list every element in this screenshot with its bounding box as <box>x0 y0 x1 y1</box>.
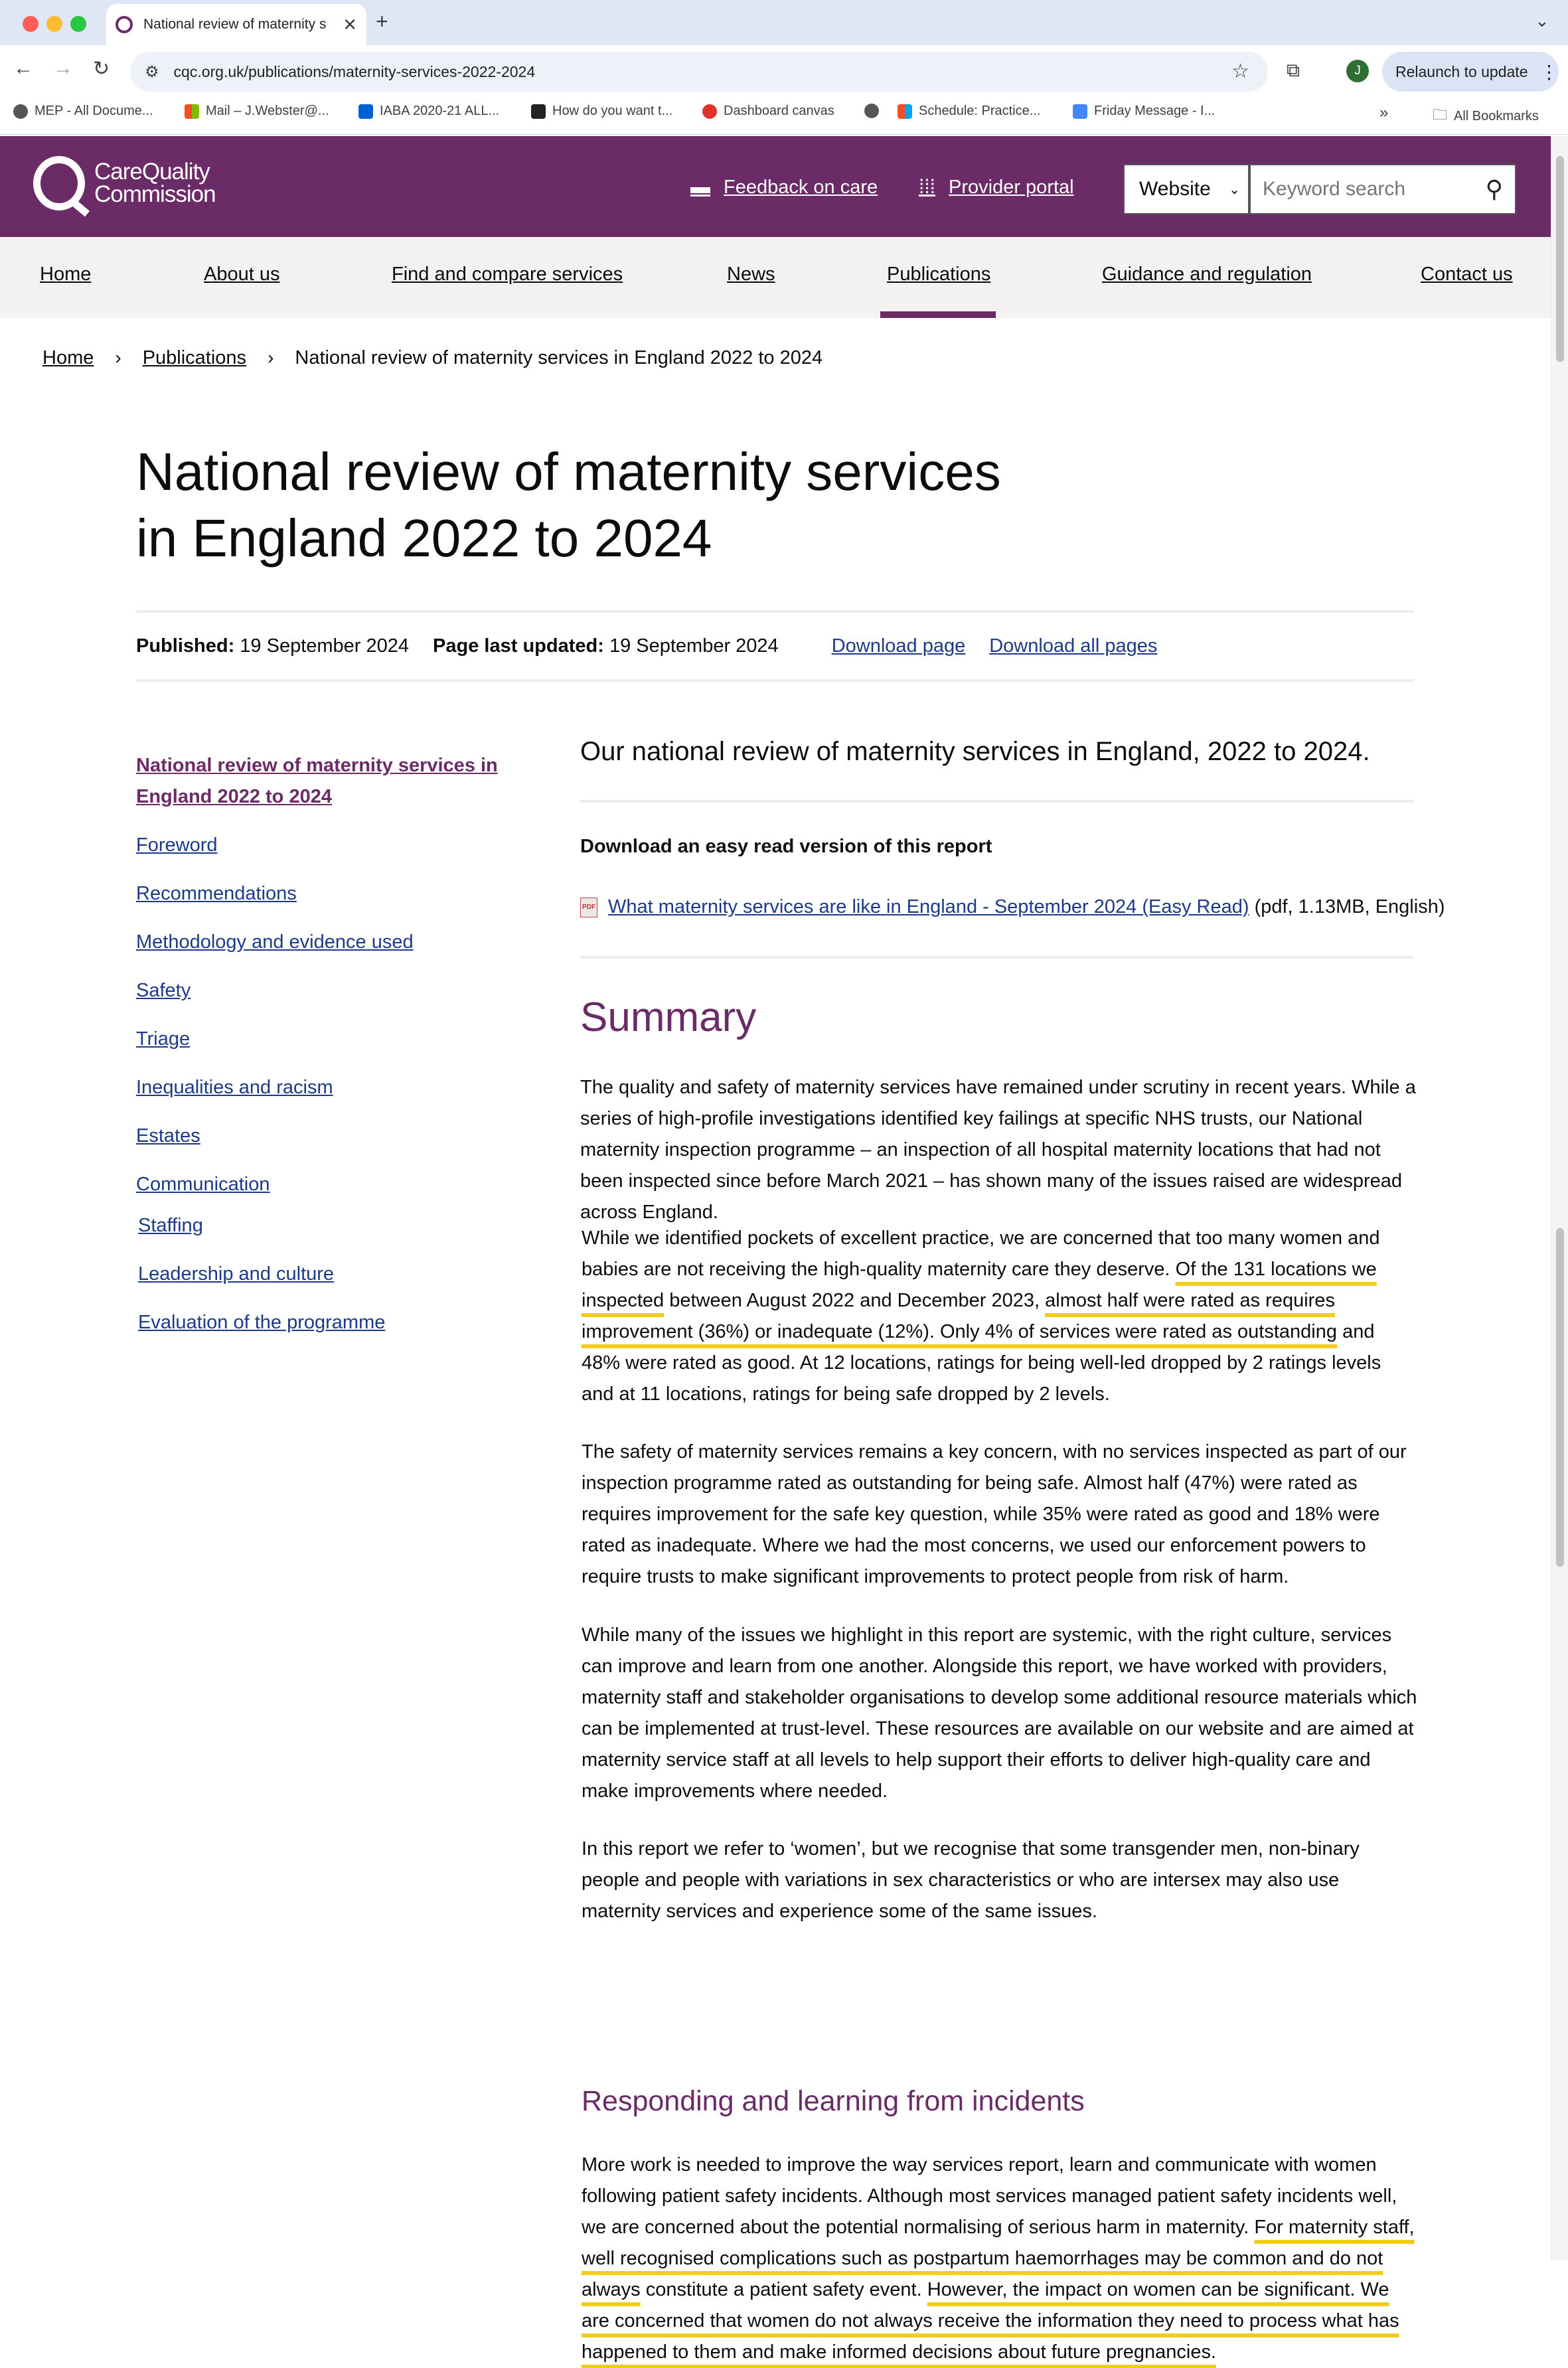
summary-paragraph-2: While we identified pockets of excellent practice, we are concerned that too many women and babies are not receiving the high-quality maternity care they deserve. Of the 131 locations we inspected between August 2022 and December 2023, almost half were rated as requires improvement (36%) or inadequate (12%). Only 4% of services were rated as outstanding and 48% were rated as good. At 12 locations, ratings for being well-led dropped by 2 ratings levels and at 11 locations, ratings for being safe dropped by 2 levels. <box>582 1227 1381 1405</box>
divider <box>580 800 1414 803</box>
summary-paragraph-5: In this report we refer to ‘women’, but we recognise that some transgender men, non-binary people and people with variations in sex characteristics or who are intersex may also use maternity services and experience some of the same issues. <box>582 1838 1360 1922</box>
publication-meta: Published: 19 September 2024 Page last updated: 19 September 2024 Download page Download all pages <box>136 635 1158 657</box>
easy-read-heading: Download an easy read version of this report <box>580 836 992 857</box>
bookmark-item[interactable]: IABA 2020-21 ALL... <box>358 104 499 119</box>
box-icon <box>358 104 373 119</box>
new-tab-icon[interactable]: + <box>376 9 388 33</box>
summary-paragraph-4: While many of the issues we highlight in this report are systemic, with the right culture, services can improve and learn from one another. Alongside this report, we have worked with providers, maternity staff and stakeholder organisations to develop some additional resource materials which can be implemented at trust-level. These resources are available on our website and are aimed at maternity service staff at all levels to help support their efforts to deliver high-quality care and make improvements where needed. <box>582 1624 1417 1802</box>
toc-item-overview[interactable]: National review of maternity services in England 2022 to 2024 <box>136 755 498 807</box>
highlighted-text: For maternity staff, well recognised complications such as postpartum haemorrhages may be common and do not always <box>582 2217 1415 2300</box>
bookmarks-overflow-icon[interactable]: » <box>1379 104 1389 121</box>
divider <box>580 956 1414 959</box>
video-icon <box>531 104 546 119</box>
breadcrumb-current: National review of maternity services in England 2022 to 2024 <box>295 347 823 368</box>
nav-guidance-and-regulation[interactable]: Guidance and regulation <box>1102 264 1312 285</box>
easy-read-pdf-link[interactable]: What maternity services are like in England - September 2024 (Easy Read) <box>608 896 1249 917</box>
active-tab[interactable] <box>106 4 366 45</box>
toc-item-safety[interactable]: Safety <box>136 980 191 1001</box>
nav-publications[interactable]: Publications <box>887 264 991 285</box>
breadcrumb <box>42 347 823 369</box>
nav-find-and-compare[interactable]: Find and compare services <box>392 264 623 285</box>
canvas-icon <box>702 104 717 119</box>
bookmark-item[interactable]: MEP - All Docume... <box>13 104 153 119</box>
scrollbar-thumb[interactable] <box>1556 1228 1564 1567</box>
browser-chrome <box>0 0 1568 135</box>
summary-heading: Summary <box>580 994 757 1040</box>
download-all-pages-link[interactable]: Download all pages <box>989 635 1158 657</box>
bookmarks-bar <box>0 98 1568 135</box>
page-title: National review of maternity services in England 2022 to 2024 <box>136 442 1001 568</box>
close-window-button[interactable] <box>23 16 39 32</box>
tab-search-icon[interactable]: ⌄ <box>1535 11 1549 31</box>
relaunch-label: Relaunch to update <box>1395 62 1528 80</box>
extensions-icon[interactable]: ⧉ <box>1287 60 1300 80</box>
bookmark-item[interactable]: How do you want t... <box>531 104 672 119</box>
incidents-paragraph: More work is needed to improve the way services report, learn and communicate with women following patient safety incidents. Although most services managed patient safety incidents well, we are concerned about the potential normalising of serious harm in maternity. For maternity staff, well recognised complications such as postpartum haemorrhages may be common and do not always constitute a patient safety event. However, the impact on women can be significant. We are concerned that women do not always receive the information they need to process what has happened to them and make informed decisions about future pregnancies. <box>582 2154 1415 2363</box>
speech-bubble-icon: ▬ <box>690 176 710 198</box>
docs-icon <box>1073 104 1087 119</box>
search-icon[interactable]: ⚲ <box>1485 175 1503 202</box>
close-tab-icon[interactable]: ✕ <box>343 14 357 35</box>
url-text: cqc.org.uk/publications/maternity-services-2022-2024 <box>173 62 536 80</box>
more-menu-icon[interactable]: ⋮ <box>1539 61 1559 82</box>
toc-item-evaluation[interactable]: Evaluation of the programme <box>138 1312 386 1333</box>
web-page <box>0 136 1551 2363</box>
active-nav-indicator <box>880 311 996 318</box>
relaunch-button[interactable] <box>1382 52 1559 92</box>
toc-item-staffing[interactable]: Staffing <box>138 1215 203 1236</box>
cqc-favicon-icon <box>116 16 133 33</box>
minimize-window-button[interactable] <box>46 16 62 32</box>
browser-toolbar <box>0 45 1568 98</box>
divider <box>136 679 1414 682</box>
bookmark-item[interactable] <box>864 104 886 118</box>
incidents-heading: Responding and learning from incidents <box>582 2085 1085 2117</box>
toc-item-communication[interactable]: Communication <box>136 1174 270 1195</box>
tab-title: National review of maternity s <box>143 17 327 32</box>
summary-paragraph-1: The quality and safety of maternity services have remained under scrutiny in recent years. While a series of high-profile investigations identified key failings at specific NHS trusts, our National maternity inspection programme – an inspection of all hospital maternity locations that had not been inspected since before March 2021 – has shown many of the issues raised are widespread across England. <box>580 1077 1416 1223</box>
page-scrollbar[interactable] <box>1551 136 1568 2260</box>
cqc-logo[interactable] <box>33 156 216 210</box>
lead-text: Our national review of maternity services in England, 2022 to 2024. <box>580 737 1370 766</box>
scrollbar-thumb[interactable] <box>1556 156 1564 362</box>
highlighted-text: Of the 131 locations we inspected <box>582 1259 1377 1311</box>
logo-text: CareQuality Commission <box>94 159 216 207</box>
provider-portal-link[interactable]: ⁞⁞⁞ Provider portal <box>919 176 1074 198</box>
search-scope-select[interactable]: Website ⌄ <box>1123 164 1249 214</box>
keyword-search-input[interactable] <box>1263 178 1462 200</box>
bookmark-item[interactable]: Mail – J.Webster@... <box>185 104 329 119</box>
chevron-down-icon: ⌄ <box>1229 182 1240 197</box>
back-icon[interactable]: ← <box>13 57 33 79</box>
bookmark-item[interactable]: Friday Message - I... <box>1073 104 1215 119</box>
toc-item-methodology[interactable]: Methodology and evidence used <box>136 931 414 953</box>
nav-news[interactable]: News <box>727 264 775 285</box>
bookmark-star-icon[interactable]: ☆ <box>1231 60 1249 82</box>
bookmark-item[interactable]: Schedule: Practice... <box>898 104 1040 119</box>
reload-icon[interactable]: ↻ <box>93 58 110 80</box>
pdf-meta: (pdf, 1.13MB, English) <box>1254 896 1445 917</box>
breadcrumb-publications[interactable]: Publications <box>142 347 247 368</box>
main-navigation <box>0 237 1551 318</box>
nav-home[interactable]: Home <box>40 264 92 285</box>
toc-item-recommendations[interactable]: Recommendations <box>136 883 297 904</box>
address-bar[interactable] <box>130 52 1268 92</box>
site-info-icon[interactable]: ⚙ <box>145 62 159 81</box>
pdf-file-icon: PDF <box>580 898 597 917</box>
toc-item-inequalities[interactable]: Inequalities and racism <box>136 1077 333 1098</box>
maximize-window-button[interactable] <box>70 16 86 32</box>
globe-icon <box>13 104 28 119</box>
toc-item-estates[interactable]: Estates <box>136 1125 200 1146</box>
profile-avatar[interactable]: J <box>1346 60 1369 82</box>
nav-contact-us[interactable]: Contact us <box>1421 264 1513 285</box>
grid-icon: ⁞⁞⁞ <box>919 176 936 198</box>
toc-item-triage[interactable]: Triage <box>136 1028 191 1050</box>
search-box <box>1249 164 1516 214</box>
download-page-link[interactable]: Download page <box>831 635 966 657</box>
pdf-download <box>580 896 1445 918</box>
chevron-right-icon: › <box>268 347 274 368</box>
toc-item-leadership[interactable]: Leadership and culture <box>138 1263 335 1285</box>
microsoft-icon <box>185 104 199 119</box>
site-header <box>0 136 1551 237</box>
highlighted-text: However, the impact on women can be significant. We are concerned that women do not always receive the information they need to process what has happened to them and make informed decisions about future pregnancies. <box>582 2279 1399 2363</box>
chevron-right-icon: › <box>115 347 121 368</box>
globe-icon <box>864 104 879 118</box>
cqc-logo-icon <box>33 156 85 210</box>
summary-paragraph-3: The safety of maternity services remains a key concern, with no services inspected as part of our inspection programme rated as outstanding for being safe. Almost half (47%) were rated as requires improvement for the safe key question, while 35% were rated as good and 18% were rated as inadequate. Where we had the most concerns, we used our enforcement powers to require trusts to make significant improvements to protect people from risk of harm. <box>582 1441 1407 1587</box>
highlighted-text: almost half were rated as requires improvement (36%) or inadequate (12%). Only 4% of services were rated as outstanding <box>582 1290 1338 1342</box>
bookmark-item[interactable]: Dashboard canvas <box>702 104 834 119</box>
microsoft-icon <box>898 104 912 119</box>
toc-item-foreword[interactable]: Foreword <box>136 834 218 856</box>
folder-icon: 🗀 <box>1433 106 1448 123</box>
all-bookmarks[interactable]: 🗀 All Bookmarks <box>1433 104 1539 129</box>
feedback-on-care-link[interactable]: ▬ Feedback on care <box>690 176 878 198</box>
divider <box>136 610 1414 613</box>
breadcrumb-home[interactable]: Home <box>42 347 94 368</box>
nav-about-us[interactable]: About us <box>204 264 280 285</box>
forward-icon[interactable]: → <box>53 57 73 79</box>
